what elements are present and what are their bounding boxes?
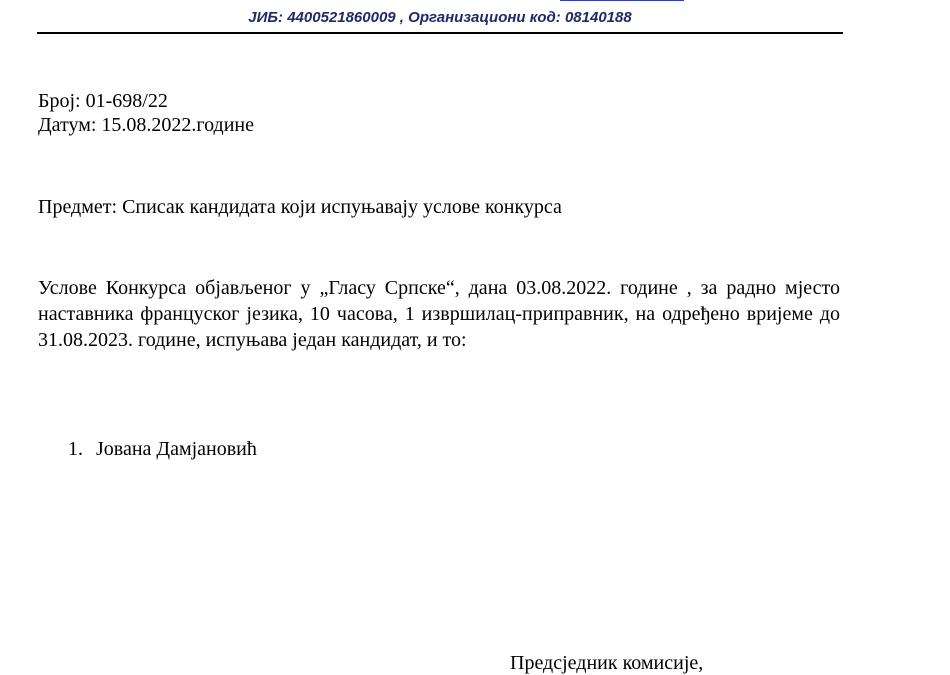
signature-title: Предсједник комисије, <box>510 652 704 674</box>
document-body-paragraph: Услове Конкурса објављеног у „Гласу Српске“, дана 03.08.2022. године , за радно мјесто наставника француског језика, 10 часова, 1 извршилац-приправник, на одређено вријеме до 31.08.2023. године, испуњава један кандидат, и то: <box>38 277 840 351</box>
document-number: Број: 01-698/22 <box>38 90 168 112</box>
document-date: Датум: 15.08.2022.године <box>38 114 255 136</box>
header-link-fragment[interactable] <box>560 0 684 1</box>
candidate-list <box>68 437 257 461</box>
header-ids-line: ЈИБ: 4400521860009 , Организациони код: 08140188 <box>248 9 632 26</box>
list-item <box>68 437 257 461</box>
candidate-number: 1. <box>68 438 83 460</box>
candidate-name: Јована Дамјановић <box>96 438 257 460</box>
header-divider <box>37 32 843 34</box>
document-subject: Предмет: Списак кандидата који испуњавају услове конкурса <box>38 196 562 218</box>
